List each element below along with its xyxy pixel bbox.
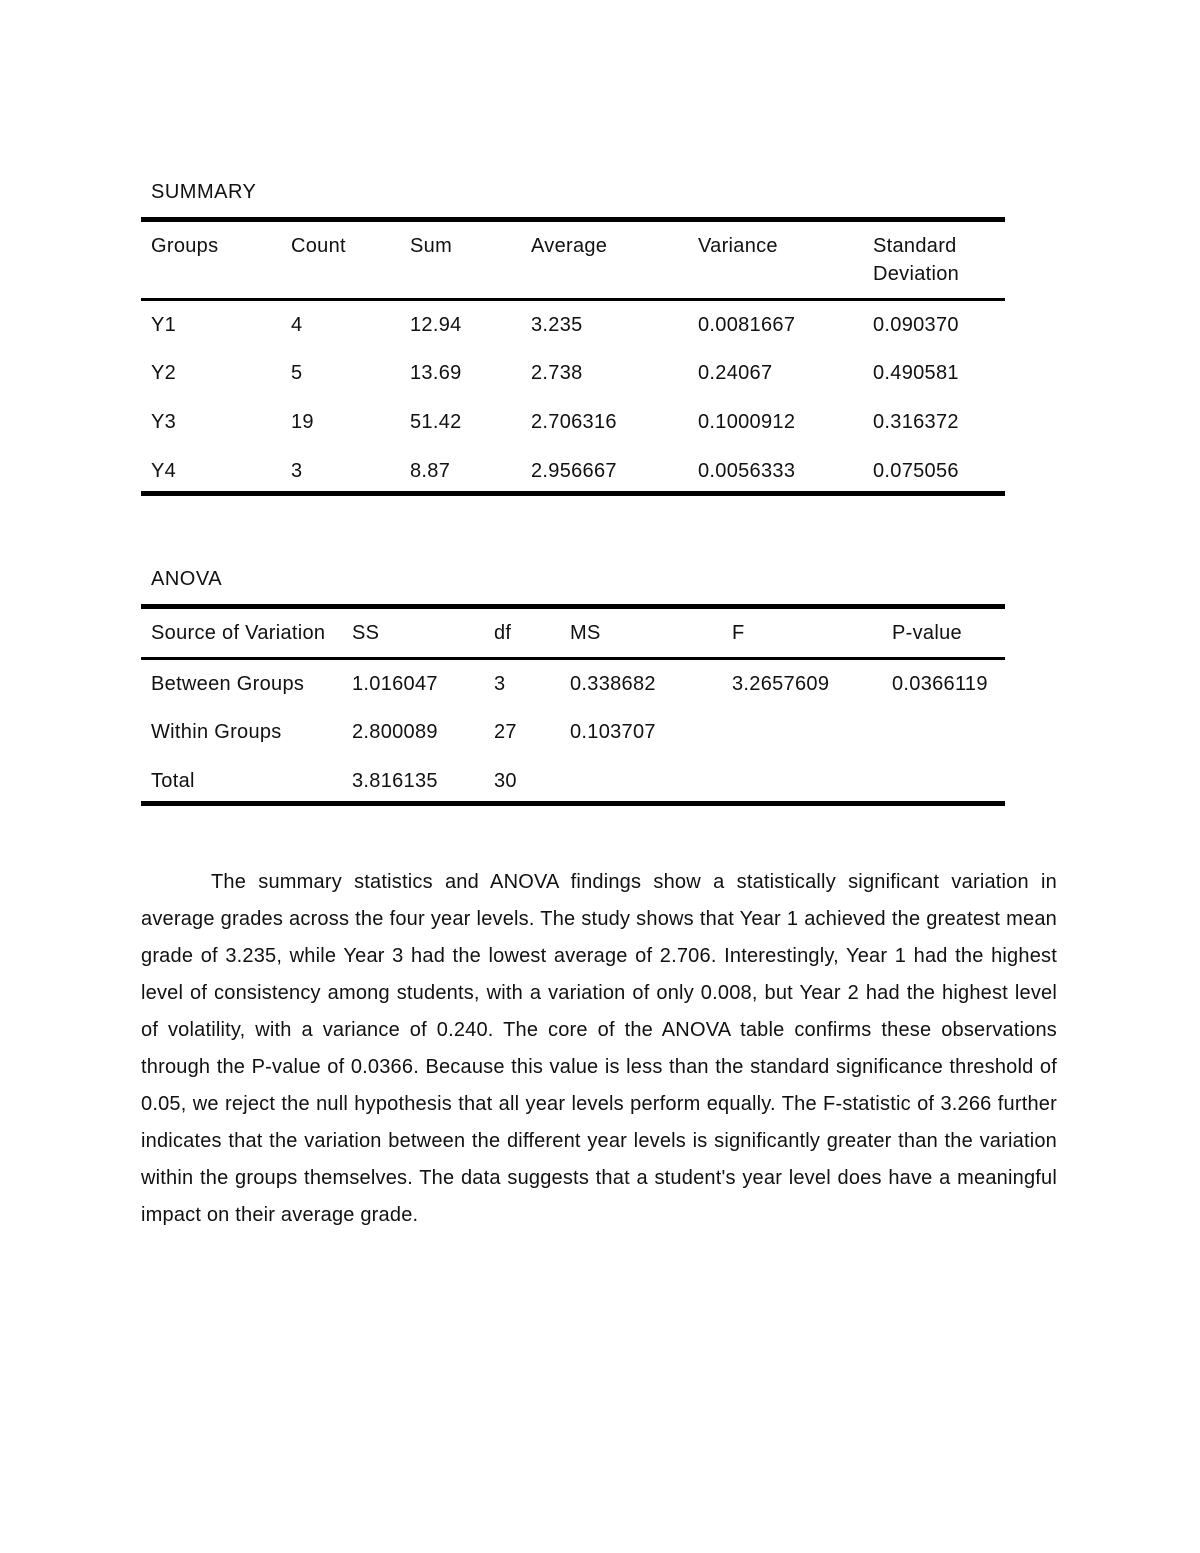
table-cell: 3 [291,459,303,482]
table-row [141,349,1005,398]
table-cell: 0.490581 [873,361,959,384]
table-cell [882,757,1005,804]
table-cell: 51.42 [410,410,462,433]
table-cell: Total [151,769,195,792]
table-cell: 27 [494,720,517,743]
summary-header-variance: Variance [698,235,778,257]
table-row [141,757,1005,804]
table-cell: 0.075056 [873,459,959,482]
table-cell: 3.2657609 [732,673,830,695]
table-cell: 2.956667 [531,459,617,482]
table-cell: 0.0366119 [892,673,988,695]
anova-header-ss: SS [352,622,380,644]
table-cell: 0.0056333 [698,459,796,482]
table-cell: 8.87 [410,459,451,482]
summary-header-count: Count [291,235,346,257]
table-row [141,447,1005,494]
table-cell [722,708,882,757]
table-cell: 0.1000912 [698,410,796,433]
table-cell [882,708,1005,757]
table-cell: Y1 [151,314,177,336]
table-cell: Y4 [151,459,177,482]
table-cell: 4 [291,314,303,336]
table-row [141,659,1005,708]
table-cell: Y3 [151,410,177,433]
table-cell: 5 [291,361,303,384]
summary-table [141,217,1005,496]
summary-header-groups: Groups [151,235,219,257]
table-cell: 0.316372 [873,410,959,433]
summary-header-std-dev: Standard Deviation [873,235,960,285]
table-cell [722,757,882,804]
table-cell: 2.800089 [352,720,438,743]
table-cell: 0.090370 [873,314,959,336]
table-cell: Between Groups [151,673,305,695]
anova-title: ANOVA [151,568,223,590]
table-cell: 12.94 [410,314,462,336]
table-cell: 19 [291,410,314,433]
summary-header-sum: Sum [410,235,453,257]
table-cell: 0.338682 [570,673,656,695]
summary-header-row [141,220,1005,300]
table-cell: 0.103707 [570,720,656,743]
table-cell: 2.738 [531,361,583,384]
table-row [141,708,1005,757]
analysis-paragraph: The summary statistics and ANOVA findings show a statistically significant variation in average grades across the four year levels. The study shows that Year 1 achieved the greatest mean grade of 3.235, while Year 3 had the lowest average of 2.706. Interestingly, Year 1 had the highest level of consistency among students, with a variation of only 0.008, but Year 2 had the highest level of volatility, with a variance of 0.240. The core of the ANOVA table confirms these observations through the P-value of 0.0366. Because this value is less than the standard significance threshold of 0.05, we reject the null hypothesis that all year levels perform equally. The F-statistic of 3.266 further indicates that the variation between the different year levels is significantly greater than the variation within the groups themselves. The data suggests that a student's year level does have a meaningful impact on their average grade. [141,871,1057,1226]
table-cell: 3 [494,673,506,695]
table-row [141,398,1005,447]
anova-header-f: F [732,622,745,644]
summary-header-average: Average [531,235,608,257]
table-cell: 30 [494,769,517,792]
anova-header-df: df [494,622,512,644]
table-cell: 3.816135 [352,769,438,792]
anova-header-row [141,607,1005,659]
anova-header-p-value: P-value [892,622,962,644]
summary-title: SUMMARY [151,181,257,203]
table-cell: 1.016047 [352,673,438,695]
table-row [141,300,1005,349]
table-cell: Y2 [151,361,177,384]
table-cell: 0.0081667 [698,314,796,336]
anova-header-ms: MS [570,622,601,644]
table-cell: 3.235 [531,314,583,336]
table-cell: Within Groups [151,720,282,743]
anova-header-source: Source of Variation [151,622,326,644]
table-cell: 2.706316 [531,410,617,433]
table-cell: 0.24067 [698,361,773,384]
anova-table [141,604,1005,806]
table-cell [560,757,722,804]
table-cell: 13.69 [410,361,462,384]
